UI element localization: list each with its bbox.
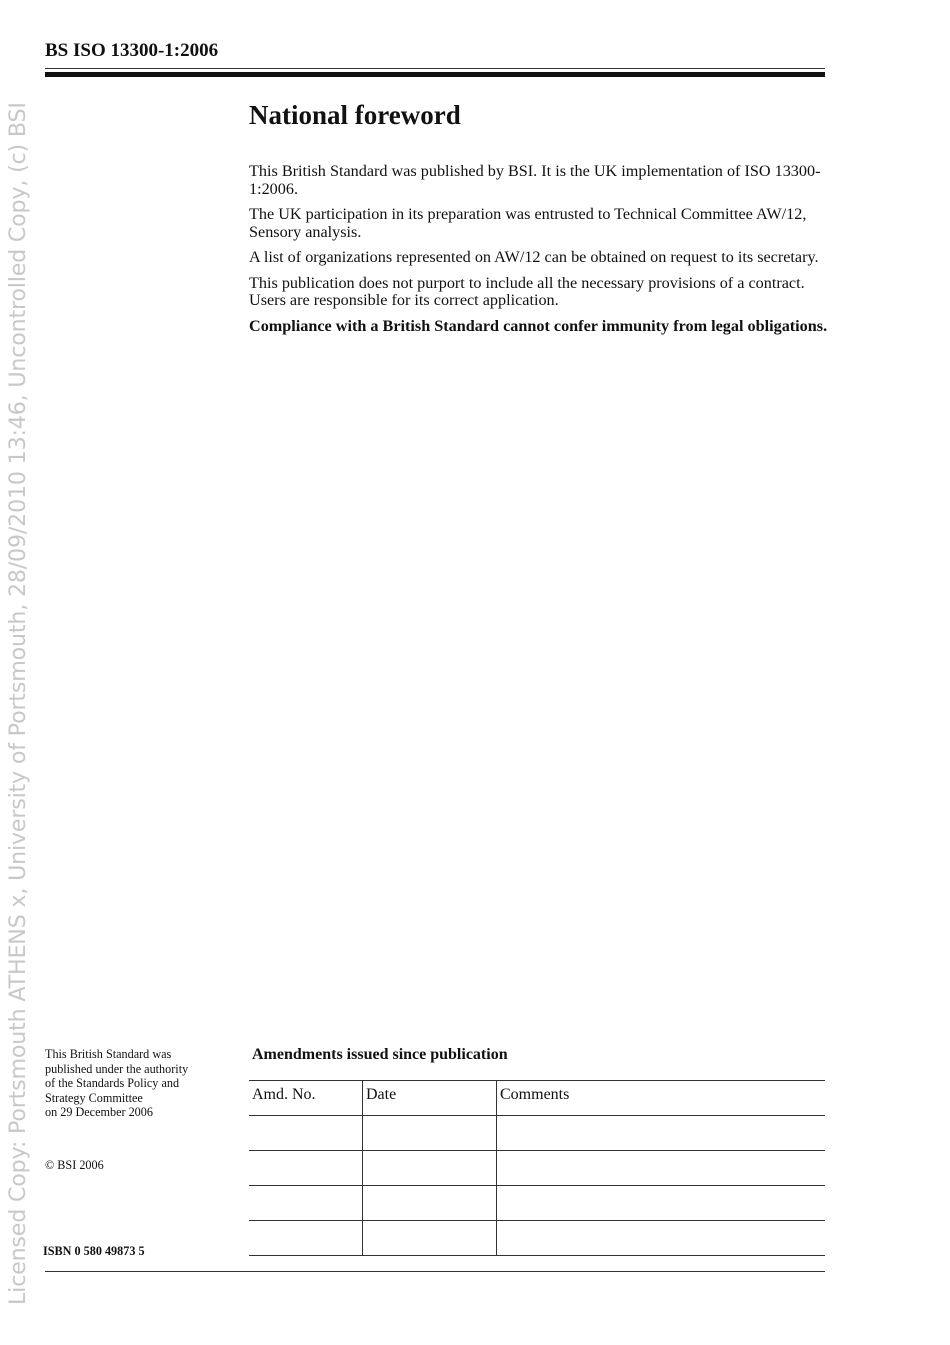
column-header-date: Date <box>363 1081 497 1116</box>
authority-line: on 29 December 2006 <box>45 1105 153 1119</box>
amendments-title: Amendments issued since publication <box>252 1046 508 1063</box>
table-cell <box>497 1186 826 1221</box>
isbn: ISBN 0 580 49873 5 <box>43 1244 145 1258</box>
page-title: National foreword <box>249 100 461 130</box>
table-row <box>249 1116 825 1151</box>
authority-line: of the Standards Policy and <box>45 1076 180 1090</box>
authority-line: published under the authority <box>45 1061 189 1076</box>
table-row <box>249 1186 825 1221</box>
table-row <box>249 1221 825 1256</box>
paragraph: This British Standard was published by BSI. It is the UK implementation of ISO 13300-1:2006. <box>249 162 821 198</box>
header-rule-thick <box>45 72 825 77</box>
paragraph: This publication does not purport to include all the necessary provisions of a contract. Users are responsible for its correct application. <box>249 273 805 309</box>
license-watermark: Licensed Copy: Portsmouth ATHENS x, University of Portsmouth, 28/09/2010 13:46, Uncontrolled Copy, (c) BSI <box>5 102 31 1305</box>
amendments-table <box>249 1080 825 1256</box>
table-row <box>249 1151 825 1186</box>
document-id: BS ISO 13300-1:2006 <box>45 40 219 61</box>
table-cell <box>497 1116 826 1151</box>
publication-authority <box>45 1047 235 1120</box>
table-cell <box>249 1151 363 1186</box>
table-cell <box>497 1151 826 1186</box>
table-header-row <box>249 1081 825 1116</box>
column-header-amd-no: Amd. No. <box>249 1081 363 1116</box>
foreword-body <box>249 163 829 343</box>
table-cell <box>363 1186 497 1221</box>
footer-rule <box>45 1271 825 1272</box>
authority-line: This British Standard was <box>45 1047 172 1061</box>
header-rule-thin <box>45 68 825 69</box>
copyright-notice: © BSI 2006 <box>45 1158 104 1172</box>
table-cell <box>363 1151 497 1186</box>
paragraph: The UK participation in its preparation was entrusted to Technical Committee AW/12, Sensory analysis. <box>249 205 807 241</box>
table-cell <box>249 1116 363 1151</box>
table-cell <box>363 1221 497 1256</box>
compliance-statement: Compliance with a British Standard cannot confer immunity from legal obligations. <box>249 316 828 335</box>
authority-line: Strategy Committee <box>45 1090 143 1105</box>
table-cell <box>497 1221 826 1256</box>
column-header-comments: Comments <box>497 1081 826 1116</box>
table-cell <box>249 1221 363 1256</box>
table-cell <box>363 1116 497 1151</box>
table-cell <box>249 1186 363 1221</box>
paragraph: A list of organizations represented on AW/12 can be obtained on request to its secretary. <box>249 248 819 266</box>
